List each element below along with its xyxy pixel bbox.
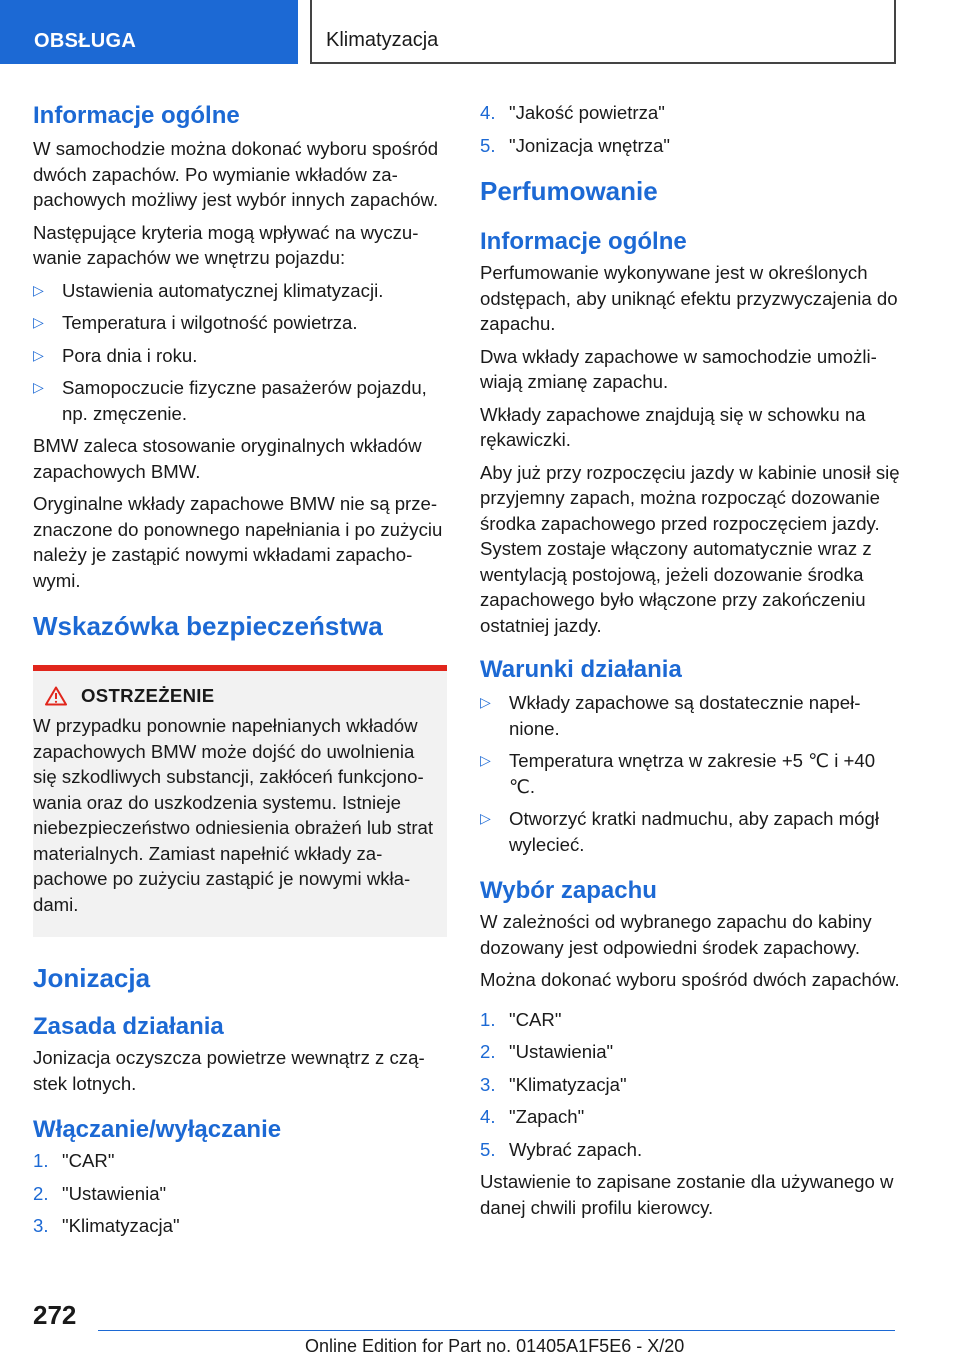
steps-list-continued: [480, 100, 900, 158]
list-item: 2. "Ustawienia": [33, 1182, 167, 1204]
warning-header: [45, 685, 435, 707]
heading-general-info: Informacje ogólne: [480, 228, 687, 255]
chapter-header: [310, 0, 896, 64]
paragraph: BMW zaleca stosowanie oryginalnych wkładów zapachowych BMW.: [33, 435, 422, 482]
list-item: ▷ Otworzyć kratki nadmuchu, aby zapach mógł wylecieć.: [480, 808, 879, 855]
section-tab: [0, 0, 298, 64]
chapter-title: Klimatyzacja: [326, 29, 439, 51]
warning-text: W przypadku ponownie napełnianych wkładów zapachowych BMW może dojść do uwolnienia się szkodliwych substancji, zakłóceń funkcjonowania oraz do uszkodzenia systemu. Istnieje niebezpieczeństwo odniesienia obrażeń lub strat materialnych. Zamiast napełnić wkłady zapachowe po zużyciu zastąpić je nowymi wkładami.: [33, 715, 434, 915]
paragraph: W samochodzie można dokonać wyboru spośród dwóch zapachów. Po wymianie wkładów zapachowych możliwy jest wybór innych zapachów.: [33, 138, 439, 210]
left-column: [33, 100, 449, 1246]
list-item: ▷ Pora dnia i roku.: [33, 343, 449, 369]
choice-steps-list: [480, 1007, 900, 1163]
paragraph: Jonizacja oczyszcza powietrze wewnątrz z cząstek lotnych.: [33, 1047, 425, 1094]
section-label: OBSŁUGA: [34, 30, 137, 52]
edition-text: Online Edition for Part no. 01405A1F5E6 - X/20: [305, 1336, 685, 1356]
list-item: ▷ Ustawienia automatycznej klimatyzacji.: [33, 278, 449, 304]
list-item: 2. "Ustawienia": [480, 1041, 614, 1062]
paragraph: Następujące kryteria mogą wpływać na wyczuwanie zapachów we wnętrzu pojazdu:: [33, 221, 419, 268]
list-item: 1. "CAR": [480, 1008, 562, 1030]
list-item: 5. "Jonizacja wnętrza": [480, 134, 670, 156]
conditions-list: [480, 690, 900, 857]
paragraph: Aby już przy rozpoczęciu jazdy w kabinie unosił się przyjemny zapach, można rozpocząć dozowanie środka zapachowego przed rozpoczęciem jazdy. System zostaje włączony automatycznie wraz z wentylacją postojową, jeżeli dozowanie środka zapachowego było włączone przy zakończeniu ostatniej jazdy.: [480, 461, 900, 636]
list-item: 4. "Zapach": [480, 1106, 585, 1127]
heading-choice: Wybór zapachu: [480, 877, 657, 904]
steps-list: [33, 1148, 449, 1239]
triangle-bullet-icon: ▷: [480, 810, 491, 826]
heading-safety: Wskazówka bezpieczeństwa: [33, 611, 383, 641]
list-item: 3. "Klimatyzacja": [480, 1073, 627, 1095]
list-item: ▷ Samopoczucie fizyczne pasażerów pojazdu, np. zmęczenie.: [33, 377, 427, 424]
heading-perfume: Perfumowanie: [480, 176, 658, 206]
paragraph: W zależności od wybranego zapachu do kabiny dozowany jest odpowiedni środek zapachowy.: [480, 911, 872, 958]
list-item: 1. "CAR": [33, 1150, 115, 1171]
list-item: ▷ Wkłady zapachowe są dostatecznie napełnione.: [480, 692, 861, 739]
triangle-bullet-icon: ▷: [33, 379, 44, 395]
heading-principle: Zasada działania: [33, 1013, 224, 1040]
paragraph: Oryginalne wkłady zapachowe BMW nie są przeznaczone do ponownego napełniania i po zużyciu należy je zastąpić nowymi wkładami zapachowymi.: [33, 493, 443, 591]
paragraph: Wkłady zapachowe znajdują się w schowku na rękawiczki.: [480, 403, 866, 450]
triangle-bullet-icon: ▷: [33, 314, 44, 330]
footer-divider: [98, 1330, 895, 1331]
heading-general-info: Informacje ogólne: [33, 102, 240, 129]
triangle-bullet-icon: ▷: [480, 752, 491, 768]
triangle-bullet-icon: ▷: [33, 346, 44, 363]
list-item: ▷ Temperatura wnętrza w zakresie +5 ℃ i +40 ℃.: [480, 750, 876, 797]
list-item: 4. "Jakość powietrza": [480, 102, 665, 123]
page-number: 272: [33, 1300, 77, 1330]
criteria-list: [33, 278, 449, 427]
heading-ionization: Jonizacja: [33, 963, 151, 993]
list-item: 5. Wybrać zapach.: [480, 1138, 643, 1160]
warning-triangle-icon: [45, 686, 67, 706]
paragraph: Perfumowanie wykonywane jest w określonych odstępach, aby uniknąć efektu przyzwyczajenia do zapachu.: [480, 262, 898, 334]
paragraph: Ustawienie to zapisane zostanie dla używanego w danej chwili profilu kierowcy.: [480, 1171, 894, 1218]
heading-conditions: Warunki działania: [480, 656, 682, 683]
triangle-bullet-icon: ▷: [33, 281, 44, 298]
triangle-bullet-icon: ▷: [480, 694, 491, 710]
warning-box: [33, 665, 447, 937]
paragraph: Dwa wkłady zapachowe w samochodzie umożliwiają zmianę zapachu.: [480, 345, 877, 392]
list-item: ▷ Temperatura i wilgotność powietrza.: [33, 310, 449, 336]
warning-title: OSTRZEŻENIE: [81, 685, 215, 706]
paragraph: Można dokonać wyboru spośród dwóch zapachów.: [480, 969, 900, 990]
right-column: [480, 100, 900, 1227]
list-item: 3. "Klimatyzacja": [33, 1215, 180, 1236]
heading-on-off: Włączanie/wyłączanie: [33, 1116, 282, 1143]
